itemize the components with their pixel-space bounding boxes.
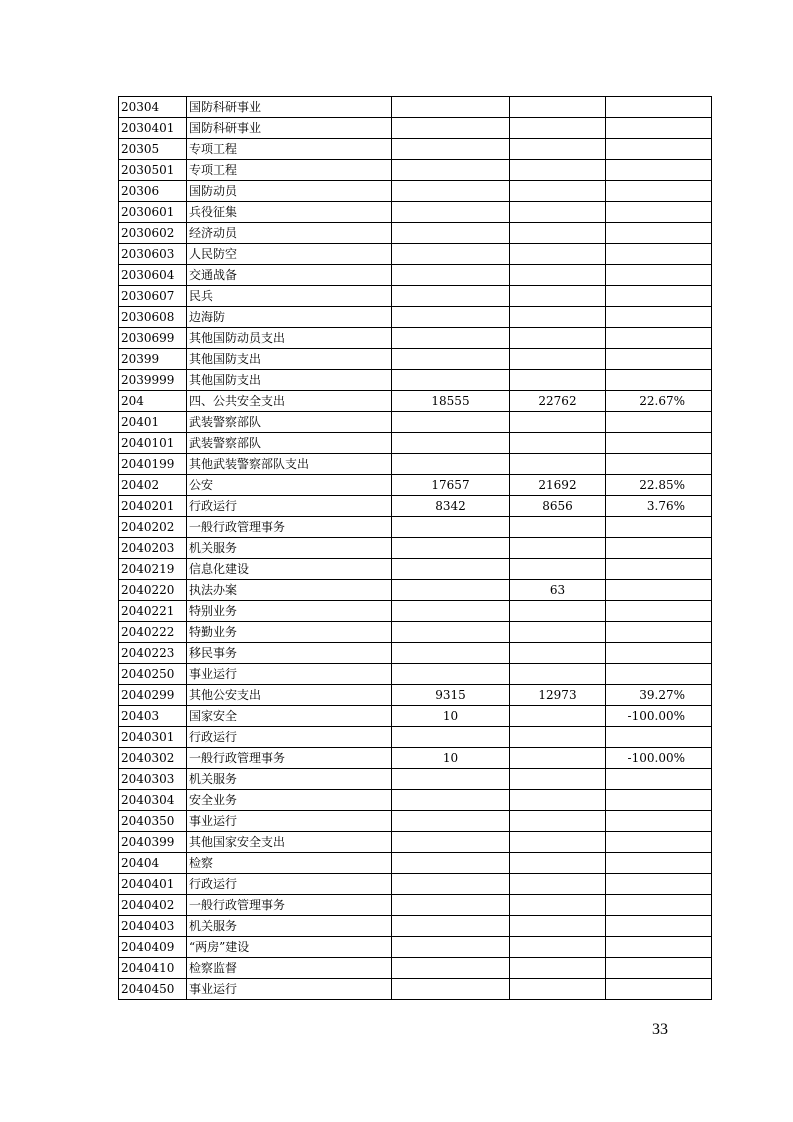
value-cell-1 [392, 937, 510, 958]
code-cell: 2040350 [119, 811, 187, 832]
code-cell: 2040201 [119, 496, 187, 517]
percent-change-cell: -100.00% [606, 706, 712, 727]
name-cell: 检察监督 [187, 958, 392, 979]
name-cell: “两房”建设 [187, 937, 392, 958]
value-cell-2 [510, 370, 606, 391]
value-cell-1 [392, 370, 510, 391]
name-cell: 民兵 [187, 286, 392, 307]
percent-change-cell [606, 160, 712, 181]
page-number: 33 [652, 1021, 668, 1038]
code-cell: 2030401 [119, 118, 187, 139]
table-row [119, 937, 712, 958]
name-cell: 信息化建设 [187, 559, 392, 580]
value-cell-2 [510, 622, 606, 643]
value-cell-1 [392, 97, 510, 118]
value-cell-2 [510, 160, 606, 181]
value-cell-1 [392, 580, 510, 601]
value-cell-2 [510, 727, 606, 748]
table-row [119, 223, 712, 244]
percent-change-cell [606, 286, 712, 307]
value-cell-2 [510, 916, 606, 937]
code-cell: 2030607 [119, 286, 187, 307]
name-cell: 国防科研事业 [187, 118, 392, 139]
code-cell: 204 [119, 391, 187, 412]
value-cell-1 [392, 643, 510, 664]
table-row [119, 328, 712, 349]
value-cell-2 [510, 853, 606, 874]
table-row [119, 895, 712, 916]
percent-change-cell [606, 412, 712, 433]
percent-change-cell [606, 979, 712, 1000]
code-cell: 2040301 [119, 727, 187, 748]
budget-expenditure-table [118, 96, 712, 1000]
name-cell: 其他国家安全支出 [187, 832, 392, 853]
percent-change-cell [606, 517, 712, 538]
value-cell-1 [392, 118, 510, 139]
percent-change-cell [606, 580, 712, 601]
table-row [119, 412, 712, 433]
name-cell: 国防科研事业 [187, 97, 392, 118]
name-cell: 检察 [187, 853, 392, 874]
percent-change-cell [606, 643, 712, 664]
percent-change-cell [606, 958, 712, 979]
value-cell-1: 17657 [392, 475, 510, 496]
table-row [119, 748, 712, 769]
table-row [119, 916, 712, 937]
percent-change-cell [606, 853, 712, 874]
value-cell-1: 8342 [392, 496, 510, 517]
code-cell: 20304 [119, 97, 187, 118]
name-cell: 其他国防动员支出 [187, 328, 392, 349]
value-cell-1 [392, 853, 510, 874]
percent-change-cell [606, 139, 712, 160]
table-row [119, 664, 712, 685]
value-cell-2 [510, 517, 606, 538]
percent-change-cell [606, 223, 712, 244]
code-cell: 2030602 [119, 223, 187, 244]
table-row [119, 433, 712, 454]
value-cell-1 [392, 769, 510, 790]
value-cell-1 [392, 790, 510, 811]
percent-change-cell [606, 832, 712, 853]
table-row [119, 202, 712, 223]
value-cell-1 [392, 979, 510, 1000]
name-cell: 机关服务 [187, 538, 392, 559]
value-cell-1 [392, 601, 510, 622]
value-cell-1 [392, 307, 510, 328]
value-cell-2: 12973 [510, 685, 606, 706]
code-cell: 2040199 [119, 454, 187, 475]
table-row [119, 643, 712, 664]
table-row [119, 160, 712, 181]
table-row [119, 181, 712, 202]
value-cell-1 [392, 832, 510, 853]
value-cell-1 [392, 895, 510, 916]
value-cell-2 [510, 223, 606, 244]
value-cell-1 [392, 433, 510, 454]
code-cell: 2040450 [119, 979, 187, 1000]
percent-change-cell [606, 937, 712, 958]
value-cell-2: 63 [510, 580, 606, 601]
percent-change-cell [606, 328, 712, 349]
table-row [119, 958, 712, 979]
value-cell-2 [510, 937, 606, 958]
value-cell-1: 9315 [392, 685, 510, 706]
percent-change-cell [606, 118, 712, 139]
value-cell-2 [510, 181, 606, 202]
table-row [119, 601, 712, 622]
value-cell-2 [510, 769, 606, 790]
percent-change-cell [606, 307, 712, 328]
table-row [119, 118, 712, 139]
table-row [119, 790, 712, 811]
value-cell-2 [510, 706, 606, 727]
value-cell-1 [392, 328, 510, 349]
name-cell: 行政运行 [187, 496, 392, 517]
value-cell-2 [510, 874, 606, 895]
value-cell-1 [392, 160, 510, 181]
value-cell-1 [392, 622, 510, 643]
table-row [119, 139, 712, 160]
table-row [119, 727, 712, 748]
table-row [119, 370, 712, 391]
table-row [119, 454, 712, 475]
value-cell-2 [510, 97, 606, 118]
code-cell: 2040410 [119, 958, 187, 979]
name-cell: 机关服务 [187, 916, 392, 937]
name-cell: 行政运行 [187, 727, 392, 748]
name-cell: 武装警察部队 [187, 412, 392, 433]
code-cell: 2040299 [119, 685, 187, 706]
code-cell: 2040101 [119, 433, 187, 454]
percent-change-cell [606, 895, 712, 916]
table-row [119, 391, 712, 412]
percent-change-cell [606, 244, 712, 265]
percent-change-cell: 39.27% [606, 685, 712, 706]
table-row [119, 349, 712, 370]
value-cell-2 [510, 265, 606, 286]
table-row [119, 496, 712, 517]
percent-change-cell [606, 370, 712, 391]
value-cell-1: 10 [392, 748, 510, 769]
code-cell: 2040403 [119, 916, 187, 937]
value-cell-1 [392, 517, 510, 538]
code-cell: 2040219 [119, 559, 187, 580]
percent-change-cell [606, 433, 712, 454]
code-cell: 2040401 [119, 874, 187, 895]
table-row [119, 853, 712, 874]
code-cell: 2040223 [119, 643, 187, 664]
percent-change-cell: 22.67% [606, 391, 712, 412]
value-cell-1 [392, 139, 510, 160]
table-row [119, 286, 712, 307]
value-cell-2 [510, 433, 606, 454]
code-cell: 2030699 [119, 328, 187, 349]
name-cell: 安全业务 [187, 790, 392, 811]
name-cell: 行政运行 [187, 874, 392, 895]
name-cell: 兵役征集 [187, 202, 392, 223]
name-cell: 专项工程 [187, 160, 392, 181]
name-cell: 边海防 [187, 307, 392, 328]
percent-change-cell [606, 769, 712, 790]
value-cell-2: 8656 [510, 496, 606, 517]
code-cell: 2030501 [119, 160, 187, 181]
value-cell-2 [510, 748, 606, 769]
name-cell: 事业运行 [187, 664, 392, 685]
percent-change-cell [606, 559, 712, 580]
name-cell: 武装警察部队 [187, 433, 392, 454]
code-cell: 2040220 [119, 580, 187, 601]
name-cell: 一般行政管理事务 [187, 748, 392, 769]
name-cell: 经济动员 [187, 223, 392, 244]
code-cell: 2030604 [119, 265, 187, 286]
percent-change-cell [606, 202, 712, 223]
name-cell: 事业运行 [187, 979, 392, 1000]
name-cell: 一般行政管理事务 [187, 895, 392, 916]
value-cell-2 [510, 412, 606, 433]
name-cell: 移民事务 [187, 643, 392, 664]
value-cell-1 [392, 223, 510, 244]
value-cell-2 [510, 958, 606, 979]
percent-change-cell [606, 622, 712, 643]
table-row [119, 685, 712, 706]
value-cell-1 [392, 559, 510, 580]
value-cell-2 [510, 664, 606, 685]
value-cell-1 [392, 811, 510, 832]
table-row [119, 979, 712, 1000]
table-row [119, 769, 712, 790]
table-row [119, 307, 712, 328]
name-cell: 执法办案 [187, 580, 392, 601]
name-cell: 人民防空 [187, 244, 392, 265]
code-cell: 2030601 [119, 202, 187, 223]
value-cell-2 [510, 811, 606, 832]
name-cell: 其他国防支出 [187, 349, 392, 370]
value-cell-1: 18555 [392, 391, 510, 412]
value-cell-2 [510, 538, 606, 559]
value-cell-2 [510, 139, 606, 160]
value-cell-2 [510, 202, 606, 223]
table-row [119, 517, 712, 538]
name-cell: 公安 [187, 475, 392, 496]
percent-change-cell [606, 916, 712, 937]
table-row [119, 580, 712, 601]
value-cell-2 [510, 454, 606, 475]
value-cell-2 [510, 118, 606, 139]
percent-change-cell [606, 349, 712, 370]
percent-change-cell [606, 538, 712, 559]
value-cell-1 [392, 181, 510, 202]
value-cell-1 [392, 244, 510, 265]
value-cell-1 [392, 349, 510, 370]
table-row [119, 874, 712, 895]
code-cell: 2030608 [119, 307, 187, 328]
name-cell: 特勤业务 [187, 622, 392, 643]
percent-change-cell [606, 265, 712, 286]
table-row [119, 622, 712, 643]
percent-change-cell [606, 811, 712, 832]
table-row [119, 97, 712, 118]
code-cell: 2040402 [119, 895, 187, 916]
percent-change-cell [606, 181, 712, 202]
table-row [119, 538, 712, 559]
table-row [119, 706, 712, 727]
code-cell: 2040222 [119, 622, 187, 643]
name-cell: 其他国防支出 [187, 370, 392, 391]
code-cell: 20401 [119, 412, 187, 433]
value-cell-2 [510, 244, 606, 265]
table-row [119, 559, 712, 580]
name-cell: 国家安全 [187, 706, 392, 727]
code-cell: 20403 [119, 706, 187, 727]
percent-change-cell [606, 454, 712, 475]
value-cell-2 [510, 328, 606, 349]
value-cell-2: 22762 [510, 391, 606, 412]
value-cell-2 [510, 307, 606, 328]
value-cell-1: 10 [392, 706, 510, 727]
name-cell: 事业运行 [187, 811, 392, 832]
value-cell-1 [392, 454, 510, 475]
percent-change-cell: -100.00% [606, 748, 712, 769]
value-cell-2 [510, 790, 606, 811]
value-cell-1 [392, 727, 510, 748]
code-cell: 2040203 [119, 538, 187, 559]
code-cell: 2040202 [119, 517, 187, 538]
name-cell: 特别业务 [187, 601, 392, 622]
value-cell-1 [392, 958, 510, 979]
value-cell-1 [392, 202, 510, 223]
value-cell-2 [510, 601, 606, 622]
code-cell: 2040302 [119, 748, 187, 769]
value-cell-2 [510, 832, 606, 853]
code-cell: 2039999 [119, 370, 187, 391]
code-cell: 2040303 [119, 769, 187, 790]
code-cell: 20402 [119, 475, 187, 496]
percent-change-cell [606, 601, 712, 622]
value-cell-2: 21692 [510, 475, 606, 496]
value-cell-2 [510, 559, 606, 580]
value-cell-1 [392, 412, 510, 433]
name-cell: 其他公安支出 [187, 685, 392, 706]
percent-change-cell [606, 874, 712, 895]
percent-change-cell [606, 727, 712, 748]
value-cell-1 [392, 874, 510, 895]
code-cell: 20306 [119, 181, 187, 202]
value-cell-2 [510, 979, 606, 1000]
value-cell-1 [392, 916, 510, 937]
value-cell-1 [392, 664, 510, 685]
code-cell: 2040221 [119, 601, 187, 622]
name-cell: 机关服务 [187, 769, 392, 790]
table-row [119, 244, 712, 265]
name-cell: 一般行政管理事务 [187, 517, 392, 538]
value-cell-2 [510, 286, 606, 307]
table-row [119, 832, 712, 853]
value-cell-2 [510, 349, 606, 370]
value-cell-2 [510, 643, 606, 664]
percent-change-cell [606, 97, 712, 118]
code-cell: 2040399 [119, 832, 187, 853]
table-row [119, 265, 712, 286]
percent-change-cell [606, 664, 712, 685]
table-body [119, 97, 712, 1000]
name-cell: 四、公共安全支出 [187, 391, 392, 412]
name-cell: 国防动员 [187, 181, 392, 202]
code-cell: 2040409 [119, 937, 187, 958]
value-cell-1 [392, 538, 510, 559]
name-cell: 其他武装警察部队支出 [187, 454, 392, 475]
code-cell: 20399 [119, 349, 187, 370]
code-cell: 2030603 [119, 244, 187, 265]
name-cell: 交通战备 [187, 265, 392, 286]
percent-change-cell: 3.76% [606, 496, 712, 517]
code-cell: 20305 [119, 139, 187, 160]
value-cell-2 [510, 895, 606, 916]
value-cell-1 [392, 265, 510, 286]
table-row [119, 475, 712, 496]
code-cell: 2040304 [119, 790, 187, 811]
percent-change-cell: 22.85% [606, 475, 712, 496]
code-cell: 2040250 [119, 664, 187, 685]
name-cell: 专项工程 [187, 139, 392, 160]
percent-change-cell [606, 790, 712, 811]
value-cell-1 [392, 286, 510, 307]
code-cell: 20404 [119, 853, 187, 874]
table-row [119, 811, 712, 832]
